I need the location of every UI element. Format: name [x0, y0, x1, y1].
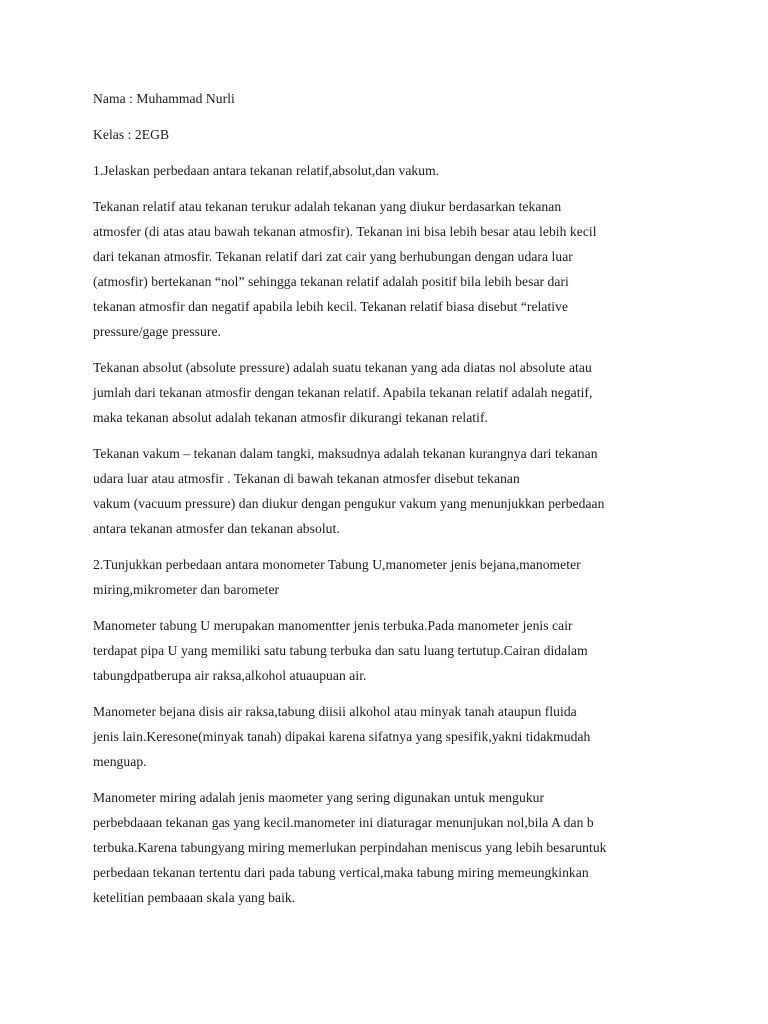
text-line: antara tekanan atmosfer dan tekanan absolut.	[93, 521, 340, 536]
question-2	[93, 552, 678, 602]
text-line: terbuka.Karena tabungyang miring memerlukan perpindahan meniscus yang lebih besaruntuk	[93, 840, 607, 855]
text-line: perbebdaaan tekanan gas yang kecil.manometer ini diaturagar menunjukan nol,bila A dan b	[93, 815, 594, 830]
text-line: 1.Jelaskan perbedaan antara tekanan relatif,absolut,dan vakum.	[93, 163, 440, 178]
text-line: Manometer tabung U merupakan manomentter jenis terbuka.Pada manometer jenis cair	[93, 618, 573, 633]
text-line: Manometer bejana disis air raksa,tabung diisii alkohol atau minyak tanah ataupun fluida	[93, 704, 577, 719]
paragraph-vessel-manometer	[93, 699, 678, 774]
text-line: tekanan atmosfir dan negatif apabila lebih kecil. Tekanan relatif biasa disebut “relative	[93, 299, 569, 314]
text-line: dari tekanan atmosfir. Tekanan relatif dari zat cair yang berhubungan dengan udara luar	[93, 249, 573, 264]
text-line: Manometer miring adalah jenis maometer yang sering digunakan untuk mengukur	[93, 790, 545, 805]
text-line: pressure/gage pressure.	[93, 324, 221, 339]
text-line: Tekanan vakum – tekanan dalam tangki, maksudnya adalah tekanan kurangnya dari tekanan	[93, 446, 598, 461]
text-line: jenis lain.Keresone(minyak tanah) dipakai karena sifatnya yang spesifik,yakni tidakmudah	[93, 729, 591, 744]
text-line: vakum (vacuum pressure) dan diukur dengan pengukur vakum yang menunjukkan perbedaan	[93, 496, 605, 511]
paragraph-vacuum-pressure	[93, 441, 678, 541]
student-name: Nama : Muhammad Nurli	[93, 91, 235, 106]
paragraph-u-tube-manometer	[93, 613, 678, 688]
text-line: jumlah dari tekanan atmosfir dengan tekanan relatif. Apabila tekanan relatif adalah negatif,	[93, 385, 593, 400]
text-line: miring,mikrometer dan barometer	[93, 582, 280, 597]
paragraph-relative-pressure	[93, 194, 678, 344]
text-line: maka tekanan absolut adalah tekanan atmosfir dikurangi tekanan relatif.	[93, 410, 488, 425]
text-line: udara luar atau atmosfir . Tekanan di bawah tekanan atmosfer disebut tekanan	[93, 471, 520, 486]
text-line: ketelitian pembaaan skala yang baik.	[93, 890, 296, 905]
text-line: tabungdpatberupa air raksa,alkohol atuaupuan air.	[93, 668, 367, 683]
student-class: Kelas : 2EGB	[93, 127, 170, 142]
text-line: 2.Tunjukkan perbedaan antara monometer Tabung U,manometer jenis bejana,manometer	[93, 557, 581, 572]
text-line: terdapat pipa U yang memiliki satu tabung terbuka dan satu luang tertutup.Cairan didalam	[93, 643, 588, 658]
text-line: perbedaan tekanan tertentu dari pada tabung vertical,maka tabung miring memeungkinkan	[93, 865, 589, 880]
question-1	[93, 158, 678, 183]
paragraph-inclined-manometer	[93, 785, 678, 910]
text-line: (atmosfir) bertekanan “nol” sehingga tekanan relatif adalah positif bila lebih besar dari	[93, 274, 569, 289]
paragraph-absolute-pressure	[93, 355, 678, 430]
text-line: Tekanan relatif atau tekanan terukur adalah tekanan yang diukur berdasarkan tekanan	[93, 199, 562, 214]
text-line: menguap.	[93, 754, 147, 769]
text-line: Tekanan absolut (absolute pressure) adalah suatu tekanan yang ada diatas nol absolute atau	[93, 360, 592, 375]
text-line: atmosfer (di atas atau bawah tekanan atmosfir). Tekanan ini bisa lebih besar atau lebih kecil	[93, 224, 597, 239]
